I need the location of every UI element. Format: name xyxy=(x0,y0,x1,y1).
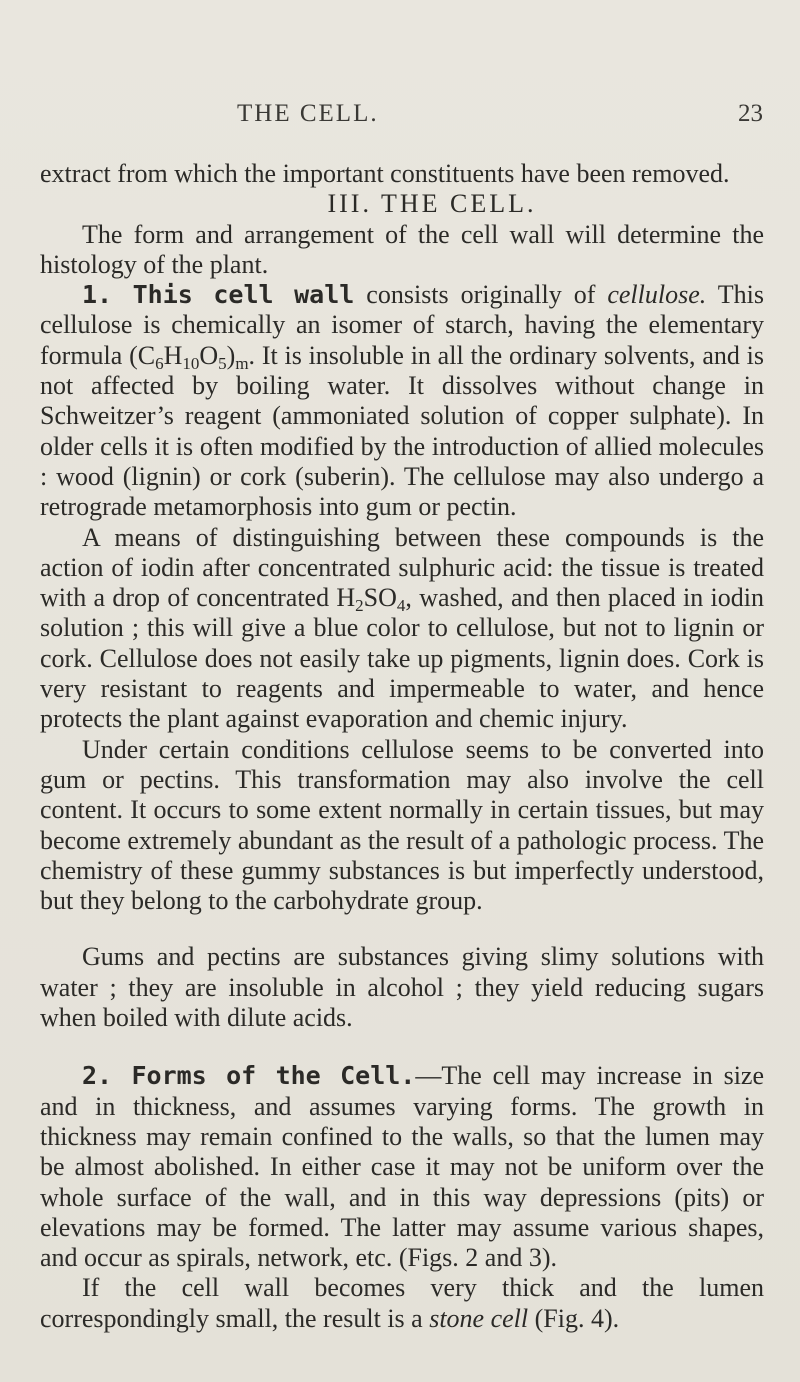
paragraph-iodin-test xyxy=(40,523,764,735)
text-run: If the cell wall becomes very thick and the lumen correspondingly small, the result is a xyxy=(40,1273,764,1333)
text-run: , washed, and then placed in iodin solution ; this will give a blue color to cellulose, but not to lignin or cork. Cellulose does not easily take up pigments, lignin does. Cork is very resistant to reagents and impermeable to water, and hence protects the plant against evaporation and chemic injury. xyxy=(40,583,764,734)
text-run: H xyxy=(163,340,183,370)
paragraph-forms-of-cell xyxy=(40,1061,764,1273)
text-run: This cellulose is chemically an isomer of starch, having the elementary formula (C xyxy=(40,280,764,370)
subscript: 4 xyxy=(396,596,406,616)
emphasis-cellulose: cellulose. xyxy=(607,280,707,310)
text-run: —The cell may increase in size and in thickness, and assumes varying forms. The growth in thickness may remain confined to the walls, so that the lumen may be almost abolished. In either case it may not be uniform over the whole surface of the wall, and in this way depressions (pits) or elevations may be formed. The latter may assume various shapes, and occur as spirals, network, etc. (Figs. 2 and 3). xyxy=(40,1061,764,1273)
running-title: THE CELL. xyxy=(237,100,379,127)
text-run: ) xyxy=(226,340,236,370)
section-heading: III. THE CELL. xyxy=(327,189,537,219)
paragraph-cell-wall xyxy=(40,280,764,522)
numbered-heading-cell-wall: 1. This cell wall xyxy=(82,280,355,310)
text-run: (Fig. 4). xyxy=(528,1303,620,1333)
body-text xyxy=(40,159,764,1334)
text-run: SO xyxy=(363,583,397,613)
spacer xyxy=(40,916,764,942)
subscript: 10 xyxy=(182,353,200,373)
running-head xyxy=(0,100,800,134)
paragraph-intro: The form and arrangement of the cell wall will determine the histology of the plant. xyxy=(40,219,764,279)
paragraph-gums-note: Gums and pectins are substances giving slimy solutions with water ; they are insoluble in alcohol ; they yield reducing sugars when boiled with dilute acids. xyxy=(40,942,764,1033)
page-number: 23 xyxy=(738,100,763,127)
subscript: 6 xyxy=(155,353,164,373)
emphasis-stone-cell: stone cell xyxy=(429,1303,529,1333)
subscript: m xyxy=(235,353,249,373)
paragraph-stone-cell xyxy=(40,1273,764,1334)
text-run: A means of distinguishing between these compounds is the action of iodin after concentrated sulphuric acid: the tissue is treated with a drop of concentrated H xyxy=(40,522,764,613)
subscript: 2 xyxy=(355,596,364,616)
text-run: O xyxy=(199,340,219,370)
paragraph-gum-conversion: Under certain conditions cellulose seems to be converted into gum or pectins. This transformation may also involve the cell content. It occurs to some extent normally in certain tissues, but may become extremely abundant as the result of a pathologic process. The chemistry of these gummy substances is but imperfectly understood, but they belong to the carbohydrate group. xyxy=(40,734,764,916)
text-run: consists originally of xyxy=(354,280,608,310)
paragraph-continuation: extract from which the important constituents have been removed. xyxy=(40,159,730,188)
subscript: 5 xyxy=(218,353,227,373)
numbered-heading-forms: 2. Forms of the Cell. xyxy=(82,1061,416,1091)
spacer xyxy=(40,1033,764,1061)
text-run: . It is insoluble in all the ordinary solvents, and is not affected by boiling water. It dissolves without change in Schweitzer’s reagent (ammoniated solution of copper sulphate). In older cells it is often modified by the introduction of allied molecules : wood (lignin) or cork (suberin). The cellulose may also undergo a retrograde metamorphosis into gum or pectin. xyxy=(40,340,764,522)
